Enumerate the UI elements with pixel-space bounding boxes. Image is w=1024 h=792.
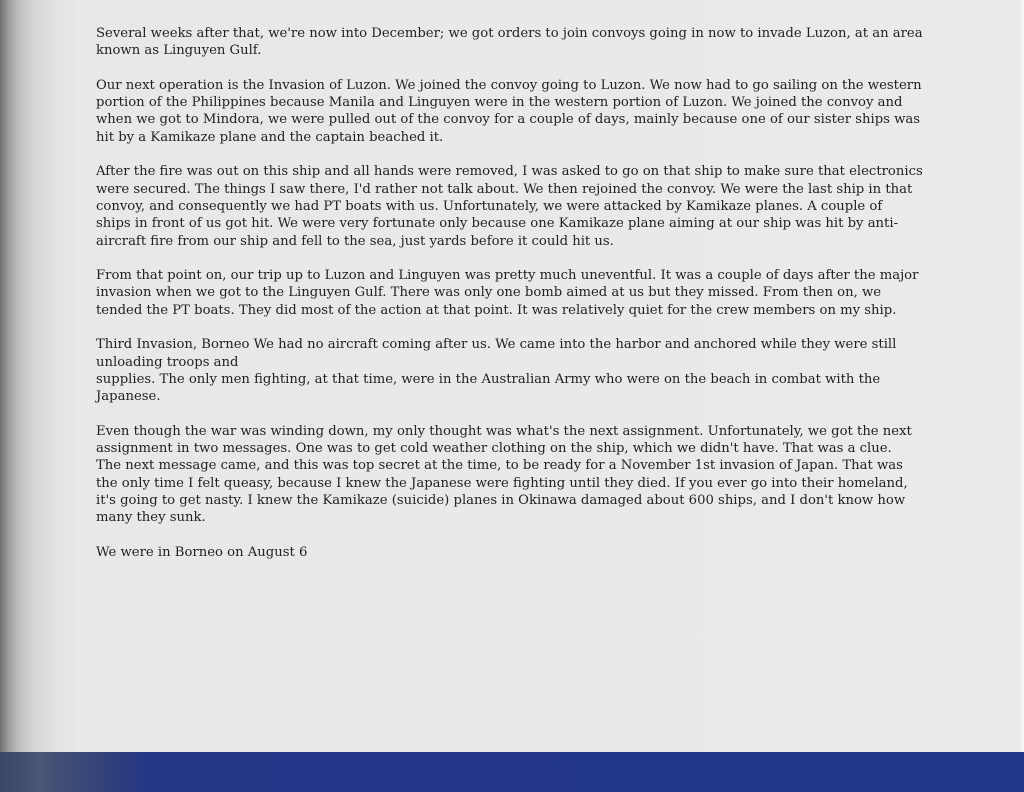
document-body [96, 25, 981, 579]
paragraph-war-winding-down: Even though the war was winding down, my only thought was what's the next assignment. Unfortunately, we got the next assignment in two messages. One was to get cold weather clothing on the ship, which we didn't have. That was a clue. The next message came, and this was top secret at the time, to be ready for a November 1st invasion of Japan. That was the only time I felt queasy, because I knew the Japanese were fighting until they died. If you ever go into their homeland, it's going to get nasty. I knew the Kamikaze (suicide) planes in Okinawa damaged about 600 ships, and I don't know how many they sunk. [96, 423, 912, 526]
paragraph-borneo-august: We were in Borneo on August 6 [96, 544, 308, 560]
footer-bar [0, 752, 1024, 792]
paragraph-third-invasion-borneo: Third Invasion, Borneo We had no aircraft coming after us. We came into the harbor and anchored while they were still unloading troops and supplies. The only men fighting, at that time, were in the Australian Army who were on the beach in combat with the Japanese. [96, 337, 897, 405]
paragraph-december-orders: Several weeks after that, we're now into December; we got orders to join convoys going in now to invade Luzon, at an area known as Linguyen Gulf. [96, 26, 923, 59]
paragraph-kamikaze-attack: After the fire was out on this ship and all hands were removed, I was asked to go on that ship to make sure that electronics were secured. The things I saw there, I'd rather not talk about. We then rejoined the convoy. We were the last ship in that convoy, and consequently we had PT boats with us. Unfortunately, we were attacked by Kamikaze planes. A couple of ships in front of us got hit. We were very fortunate only because one Kamikaze plane aiming at our ship was hit by anti- aircraft fire from our ship and fell to the sea, just yards before it could hit us. [96, 164, 923, 249]
paragraph-invasion-of-luzon: Our next operation is the Invasion of Luzon. We joined the convoy going to Luzon. We now had to go sailing on the western portion of the Philippines because Manila and Linguyen were in the western portion of Luzon. We joined the convoy and when we got to Mindora, we were pulled out of the convoy for a couple of days, mainly because one of our sister ships was hit by a Kamikaze plane and the captain beached it. [96, 77, 922, 145]
paragraph-linguyen-gulf: From that point on, our trip up to Luzon and Linguyen was pretty much uneventful. It was a couple of days after the major invasion when we got to the Linguyen Gulf. There was only one bomb aimed at us but they missed. From then on, we tended the PT boats. They did most of the action at that point. It was relatively quiet for the crew members on my ship. [96, 268, 919, 318]
